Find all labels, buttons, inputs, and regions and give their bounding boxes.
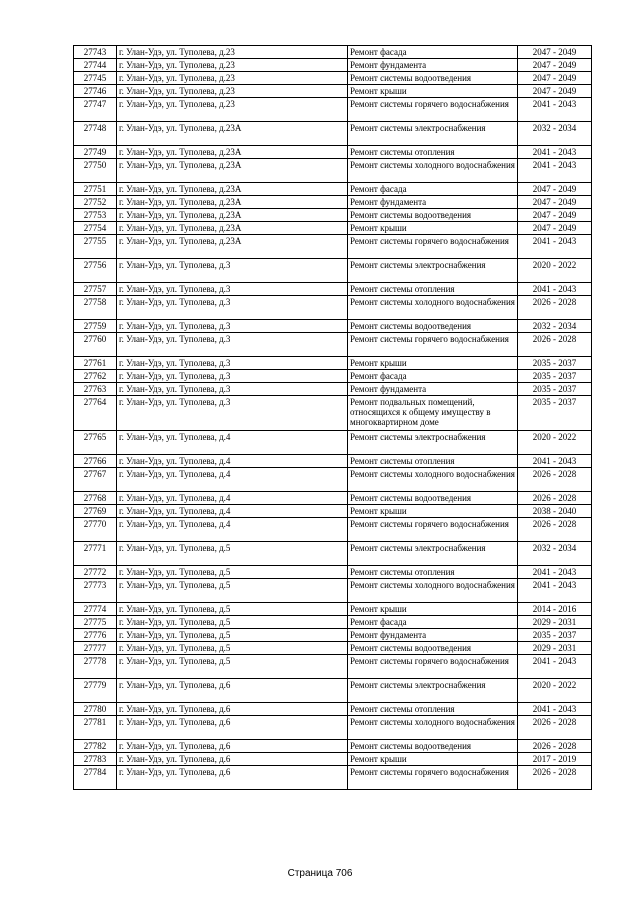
period-cell: 2029 - 2031 [518, 642, 592, 655]
period-cell: 2047 - 2049 [518, 222, 592, 235]
table-row [74, 716, 592, 740]
address-cell: г. Улан-Удэ, ул. Туполева, д.23 [117, 85, 348, 98]
period-cell: 2014 - 2016 [518, 603, 592, 616]
row-number-cell: 27773 [74, 579, 117, 603]
table-row [74, 183, 592, 196]
table-row [74, 542, 592, 566]
table-row [74, 455, 592, 468]
work-type-cell: Ремонт системы холодного водоснабжения [348, 579, 518, 603]
period-cell: 2026 - 2028 [518, 740, 592, 753]
table-row [74, 396, 592, 431]
address-cell: г. Улан-Удэ, ул. Туполева, д.23А [117, 146, 348, 159]
table-row [74, 383, 592, 396]
period-cell: 2041 - 2043 [518, 655, 592, 679]
address-cell: г. Улан-Удэ, ул. Туполева, д.23А [117, 159, 348, 183]
row-number-cell: 27763 [74, 383, 117, 396]
work-type-cell: Ремонт фундамента [348, 383, 518, 396]
address-cell: г. Улан-Удэ, ул. Туполева, д.3 [117, 383, 348, 396]
period-cell: 2047 - 2049 [518, 196, 592, 209]
period-cell: 2041 - 2043 [518, 146, 592, 159]
period-cell: 2026 - 2028 [518, 468, 592, 492]
row-number-cell: 27761 [74, 357, 117, 370]
row-number-cell: 27771 [74, 542, 117, 566]
work-type-cell: Ремонт крыши [348, 357, 518, 370]
row-number-cell: 27762 [74, 370, 117, 383]
address-cell: г. Улан-Удэ, ул. Туполева, д.23 [117, 72, 348, 85]
table-row [74, 333, 592, 357]
table-row [74, 146, 592, 159]
row-number-cell: 27747 [74, 98, 117, 122]
period-cell: 2035 - 2037 [518, 629, 592, 642]
address-cell: г. Улан-Удэ, ул. Туполева, д.6 [117, 753, 348, 766]
period-cell: 2026 - 2028 [518, 518, 592, 542]
address-cell: г. Улан-Удэ, ул. Туполева, д.5 [117, 642, 348, 655]
row-number-cell: 27749 [74, 146, 117, 159]
address-cell: г. Улан-Удэ, ул. Туполева, д.3 [117, 370, 348, 383]
period-cell: 2035 - 2037 [518, 357, 592, 370]
table-row [74, 629, 592, 642]
work-type-cell: Ремонт системы водоотведения [348, 492, 518, 505]
table-row [74, 259, 592, 283]
address-cell: г. Улан-Удэ, ул. Туполева, д.6 [117, 716, 348, 740]
table-row [74, 679, 592, 703]
period-cell: 2041 - 2043 [518, 566, 592, 579]
address-cell: г. Улан-Удэ, ул. Туполева, д.4 [117, 431, 348, 455]
work-type-cell: Ремонт системы холодного водоснабжения [348, 159, 518, 183]
address-cell: г. Улан-Удэ, ул. Туполева, д.4 [117, 455, 348, 468]
period-cell: 2041 - 2043 [518, 159, 592, 183]
address-cell: г. Улан-Удэ, ул. Туполева, д.4 [117, 468, 348, 492]
address-cell: г. Улан-Удэ, ул. Туполева, д.3 [117, 296, 348, 320]
table-row [74, 566, 592, 579]
period-cell: 2026 - 2028 [518, 296, 592, 320]
table-row [74, 518, 592, 542]
period-cell: 2035 - 2037 [518, 383, 592, 396]
address-cell: г. Улан-Удэ, ул. Туполева, д.5 [117, 566, 348, 579]
period-cell: 2047 - 2049 [518, 209, 592, 222]
page-number: Страница 706 [287, 868, 353, 879]
address-cell: г. Улан-Удэ, ул. Туполева, д.23 [117, 59, 348, 72]
address-cell: г. Улан-Удэ, ул. Туполева, д.6 [117, 679, 348, 703]
work-type-cell: Ремонт системы водоотведения [348, 320, 518, 333]
work-type-cell: Ремонт фундамента [348, 629, 518, 642]
work-type-cell: Ремонт системы отопления [348, 455, 518, 468]
row-number-cell: 27779 [74, 679, 117, 703]
work-type-cell: Ремонт фасада [348, 46, 518, 59]
row-number-cell: 27753 [74, 209, 117, 222]
period-cell: 2047 - 2049 [518, 85, 592, 98]
period-cell: 2041 - 2043 [518, 235, 592, 259]
period-cell: 2041 - 2043 [518, 98, 592, 122]
work-type-cell: Ремонт системы водоотведения [348, 209, 518, 222]
address-cell: г. Улан-Удэ, ул. Туполева, д.5 [117, 616, 348, 629]
work-type-cell: Ремонт системы электроснабжения [348, 259, 518, 283]
period-cell: 2032 - 2034 [518, 122, 592, 146]
row-number-cell: 27770 [74, 518, 117, 542]
work-type-cell: Ремонт крыши [348, 85, 518, 98]
work-type-cell: Ремонт системы электроснабжения [348, 431, 518, 455]
address-cell: г. Улан-Удэ, ул. Туполева, д.5 [117, 603, 348, 616]
period-cell: 2041 - 2043 [518, 703, 592, 716]
table-row [74, 209, 592, 222]
work-type-cell: Ремонт системы отопления [348, 146, 518, 159]
table-row [74, 492, 592, 505]
address-cell: г. Улан-Удэ, ул. Туполева, д.5 [117, 542, 348, 566]
work-type-cell: Ремонт системы горячего водоснабжения [348, 518, 518, 542]
period-cell: 2032 - 2034 [518, 320, 592, 333]
table-row [74, 703, 592, 716]
period-cell: 2026 - 2028 [518, 766, 592, 790]
address-cell: г. Улан-Удэ, ул. Туполева, д.5 [117, 655, 348, 679]
row-number-cell: 27780 [74, 703, 117, 716]
row-number-cell: 27752 [74, 196, 117, 209]
row-number-cell: 27743 [74, 46, 117, 59]
work-type-cell: Ремонт системы водоотведения [348, 72, 518, 85]
period-cell: 2026 - 2028 [518, 716, 592, 740]
work-type-cell: Ремонт системы горячего водоснабжения [348, 655, 518, 679]
address-cell: г. Улан-Удэ, ул. Туполева, д.23А [117, 235, 348, 259]
row-number-cell: 27746 [74, 85, 117, 98]
address-cell: г. Улан-Удэ, ул. Туполева, д.3 [117, 259, 348, 283]
address-cell: г. Улан-Удэ, ул. Туполева, д.3 [117, 357, 348, 370]
address-cell: г. Улан-Удэ, ул. Туполева, д.3 [117, 283, 348, 296]
work-type-cell: Ремонт подвальных помещений, относящихся к общему имуществу в многоквартирном доме [348, 396, 518, 431]
row-number-cell: 27760 [74, 333, 117, 357]
address-cell: г. Улан-Удэ, ул. Туполева, д.23А [117, 196, 348, 209]
row-number-cell: 27751 [74, 183, 117, 196]
period-cell: 2032 - 2034 [518, 542, 592, 566]
period-cell: 2047 - 2049 [518, 183, 592, 196]
period-cell: 2038 - 2040 [518, 505, 592, 518]
row-number-cell: 27745 [74, 72, 117, 85]
address-cell: г. Улан-Удэ, ул. Туполева, д.4 [117, 505, 348, 518]
table-row [74, 59, 592, 72]
row-number-cell: 27756 [74, 259, 117, 283]
work-type-cell: Ремонт крыши [348, 603, 518, 616]
address-cell: г. Улан-Удэ, ул. Туполева, д.6 [117, 740, 348, 753]
address-cell: г. Улан-Удэ, ул. Туполева, д.4 [117, 492, 348, 505]
period-cell: 2026 - 2028 [518, 333, 592, 357]
work-type-cell: Ремонт крыши [348, 505, 518, 518]
row-number-cell: 27777 [74, 642, 117, 655]
row-number-cell: 27750 [74, 159, 117, 183]
period-cell: 2020 - 2022 [518, 679, 592, 703]
period-cell: 2035 - 2037 [518, 396, 592, 431]
address-cell: г. Улан-Удэ, ул. Туполева, д.23А [117, 122, 348, 146]
table-row [74, 370, 592, 383]
address-cell: г. Улан-Удэ, ул. Туполева, д.6 [117, 766, 348, 790]
work-type-cell: Ремонт системы горячего водоснабжения [348, 235, 518, 259]
work-type-cell: Ремонт фундамента [348, 59, 518, 72]
work-type-cell: Ремонт системы отопления [348, 703, 518, 716]
address-cell: г. Улан-Удэ, ул. Туполева, д.5 [117, 629, 348, 642]
repair-schedule-table [73, 45, 592, 790]
table-row [74, 46, 592, 59]
table-row [74, 122, 592, 146]
row-number-cell: 27783 [74, 753, 117, 766]
work-type-cell: Ремонт системы горячего водоснабжения [348, 333, 518, 357]
row-number-cell: 27765 [74, 431, 117, 455]
table-row [74, 85, 592, 98]
table-row [74, 235, 592, 259]
table-row [74, 431, 592, 455]
address-cell: г. Улан-Удэ, ул. Туполева, д.23 [117, 46, 348, 59]
table-body [74, 46, 592, 790]
period-cell: 2020 - 2022 [518, 259, 592, 283]
row-number-cell: 27784 [74, 766, 117, 790]
work-type-cell: Ремонт крыши [348, 753, 518, 766]
work-type-cell: Ремонт фасада [348, 370, 518, 383]
table-row [74, 616, 592, 629]
work-type-cell: Ремонт системы холодного водоснабжения [348, 716, 518, 740]
row-number-cell: 27778 [74, 655, 117, 679]
work-type-cell: Ремонт системы электроснабжения [348, 679, 518, 703]
address-cell: г. Улан-Удэ, ул. Туполева, д.3 [117, 320, 348, 333]
row-number-cell: 27775 [74, 616, 117, 629]
work-type-cell: Ремонт фасада [348, 183, 518, 196]
table-row [74, 642, 592, 655]
address-cell: г. Улан-Удэ, ул. Туполева, д.23А [117, 183, 348, 196]
work-type-cell: Ремонт фундамента [348, 196, 518, 209]
address-cell: г. Улан-Удэ, ул. Туполева, д.3 [117, 396, 348, 431]
period-cell: 2047 - 2049 [518, 72, 592, 85]
address-cell: г. Улан-Удэ, ул. Туполева, д.23А [117, 209, 348, 222]
row-number-cell: 27767 [74, 468, 117, 492]
period-cell: 2026 - 2028 [518, 492, 592, 505]
work-type-cell: Ремонт системы горячего водоснабжения [348, 98, 518, 122]
row-number-cell: 27768 [74, 492, 117, 505]
period-cell: 2047 - 2049 [518, 46, 592, 59]
table-row [74, 468, 592, 492]
table-row [74, 740, 592, 753]
table-row [74, 320, 592, 333]
table-row [74, 753, 592, 766]
table-row [74, 655, 592, 679]
row-number-cell: 27781 [74, 716, 117, 740]
work-type-cell: Ремонт крыши [348, 222, 518, 235]
work-type-cell: Ремонт системы водоотведения [348, 740, 518, 753]
work-type-cell: Ремонт системы горячего водоснабжения [348, 766, 518, 790]
work-type-cell: Ремонт системы электроснабжения [348, 122, 518, 146]
period-cell: 2041 - 2043 [518, 283, 592, 296]
table-row [74, 603, 592, 616]
period-cell: 2041 - 2043 [518, 579, 592, 603]
table-row [74, 505, 592, 518]
address-cell: г. Улан-Удэ, ул. Туполева, д.4 [117, 518, 348, 542]
table-row [74, 296, 592, 320]
row-number-cell: 27769 [74, 505, 117, 518]
row-number-cell: 27772 [74, 566, 117, 579]
address-cell: г. Улан-Удэ, ул. Туполева, д.6 [117, 703, 348, 716]
address-cell: г. Улан-Удэ, ул. Туполева, д.23 [117, 98, 348, 122]
table-row [74, 357, 592, 370]
row-number-cell: 27754 [74, 222, 117, 235]
work-type-cell: Ремонт системы отопления [348, 566, 518, 579]
row-number-cell: 27766 [74, 455, 117, 468]
row-number-cell: 27759 [74, 320, 117, 333]
row-number-cell: 27744 [74, 59, 117, 72]
work-type-cell: Ремонт системы отопления [348, 283, 518, 296]
row-number-cell: 27782 [74, 740, 117, 753]
work-type-cell: Ремонт фасада [348, 616, 518, 629]
address-cell: г. Улан-Удэ, ул. Туполева, д.3 [117, 333, 348, 357]
period-cell: 2020 - 2022 [518, 431, 592, 455]
period-cell: 2035 - 2037 [518, 370, 592, 383]
row-number-cell: 27774 [74, 603, 117, 616]
period-cell: 2047 - 2049 [518, 59, 592, 72]
table-row [74, 579, 592, 603]
row-number-cell: 27776 [74, 629, 117, 642]
table-row [74, 159, 592, 183]
row-number-cell: 27764 [74, 396, 117, 431]
address-cell: г. Улан-Удэ, ул. Туполева, д.23А [117, 222, 348, 235]
address-cell: г. Улан-Удэ, ул. Туполева, д.5 [117, 579, 348, 603]
row-number-cell: 27755 [74, 235, 117, 259]
row-number-cell: 27748 [74, 122, 117, 146]
table-row [74, 283, 592, 296]
period-cell: 2017 - 2019 [518, 753, 592, 766]
table-row [74, 222, 592, 235]
period-cell: 2029 - 2031 [518, 616, 592, 629]
period-cell: 2041 - 2043 [518, 455, 592, 468]
work-type-cell: Ремонт системы холодного водоснабжения [348, 296, 518, 320]
work-type-cell: Ремонт системы водоотведения [348, 642, 518, 655]
row-number-cell: 27758 [74, 296, 117, 320]
table-row [74, 766, 592, 790]
table-row [74, 196, 592, 209]
row-number-cell: 27757 [74, 283, 117, 296]
table-row [74, 72, 592, 85]
work-type-cell: Ремонт системы электроснабжения [348, 542, 518, 566]
table-row [74, 98, 592, 122]
work-type-cell: Ремонт системы холодного водоснабжения [348, 468, 518, 492]
